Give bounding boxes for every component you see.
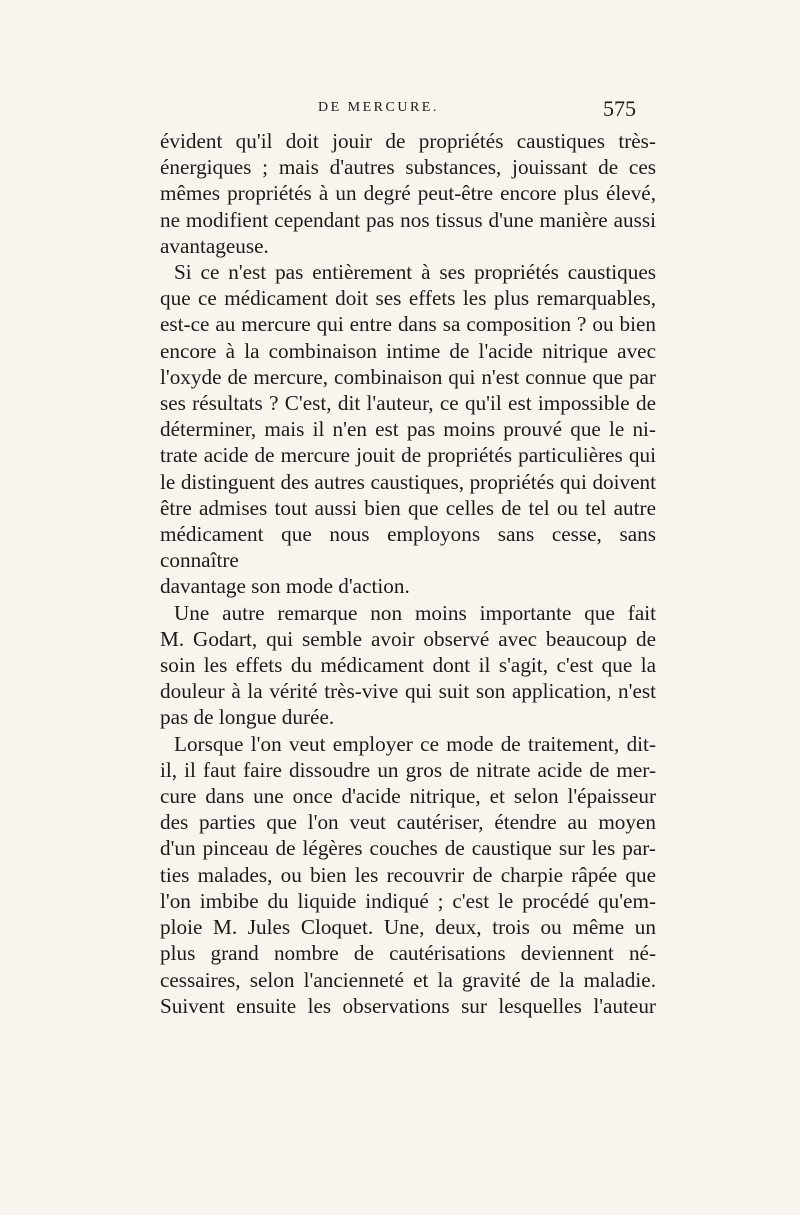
text-line: médicament que nous employons sans cesse, sans connaître	[160, 522, 656, 573]
body-text	[160, 128, 656, 1019]
text-line: que ce médicament doit ses effets les plus remarquables,	[160, 286, 656, 311]
text-line: cessaires, selon l'ancienneté et la gravité de la maladie.	[160, 967, 656, 992]
text-line: l'on imbibe du liquide indiqué ; c'est le procédé qu'em-	[160, 888, 656, 913]
text-line: évident qu'il doit jouir de propriétés caustiques très-	[160, 129, 656, 153]
page-header	[0, 96, 800, 130]
paragraph	[160, 600, 656, 731]
text-line: le distinguent des autres caustiques, propriétés qui doivent	[160, 469, 656, 494]
text-line: M. Godart, qui semble avoir observé avec beaucoup de	[160, 626, 656, 651]
text-line: énergiques ; mais d'autres substances, jouissant de ces	[160, 155, 656, 180]
text-line: ses résultats ? C'est, dit l'auteur, ce qu'il est impossible de	[160, 391, 656, 416]
text-line: plus grand nombre de cautérisations deviennent né-	[160, 941, 656, 966]
paragraph	[160, 259, 656, 600]
text-line: l'oxyde de mercure, combinaison qui n'est connue que par	[160, 364, 656, 389]
text-line: il, il faut faire dissoudre un gros de nitrate acide de mer-	[160, 757, 656, 782]
text-line: déterminer, mais il n'en est pas moins prouvé que le ni-	[160, 417, 656, 442]
text-line: ploie M. Jules Cloquet. Une, deux, trois ou même un	[160, 915, 656, 940]
text-line: ties malades, ou bien les recouvrir de charpie râpée que	[160, 862, 656, 887]
text-line: des parties que l'on veut cautériser, étendre au moyen	[160, 810, 656, 835]
text-line: être admises tout aussi bien que celles de tel ou tel autre	[160, 495, 656, 520]
text-line: pas de longue durée.	[160, 705, 335, 730]
text-line: Lorsque l'on veut employer ce mode de traitement, dit-	[174, 731, 656, 756]
text-line: encore à la combinaison intime de l'acide nitrique avec	[160, 338, 656, 363]
running-head: DE MERCURE.	[318, 100, 439, 115]
text-line: mêmes propriétés à un degré peut-être encore plus élevé,	[160, 181, 656, 206]
text-line: Suivent ensuite les observations sur lesquelles l'auteur	[160, 993, 656, 1018]
page-number: 575	[603, 96, 636, 121]
text-line: trate acide de mercure jouit de propriétés particulières qui	[160, 443, 656, 468]
text-line: cure dans une once d'acide nitrique, et selon l'épaisseur	[160, 784, 656, 809]
text-line: ne modifient cependant pas nos tissus d'une manière aussi	[160, 207, 656, 232]
text-line: d'un pinceau de légères couches de caustique sur les par-	[160, 836, 656, 861]
paragraph	[160, 128, 656, 259]
text-line: est-ce au mercure qui entre dans sa composition ? ou bien	[160, 312, 656, 337]
text-line: davantage son mode d'action.	[160, 574, 410, 599]
text-line: avantageuse.	[160, 233, 269, 258]
text-line: Si ce n'est pas entièrement à ses propriétés caustiques	[174, 260, 656, 285]
paragraph	[160, 731, 656, 1019]
text-line: douleur à la vérité très-vive qui suit son application, n'est	[160, 679, 656, 704]
text-line: Une autre remarque non moins importante que fait	[174, 600, 656, 625]
text-line: soin les effets du médicament dont il s'agit, c'est que la	[160, 653, 656, 678]
